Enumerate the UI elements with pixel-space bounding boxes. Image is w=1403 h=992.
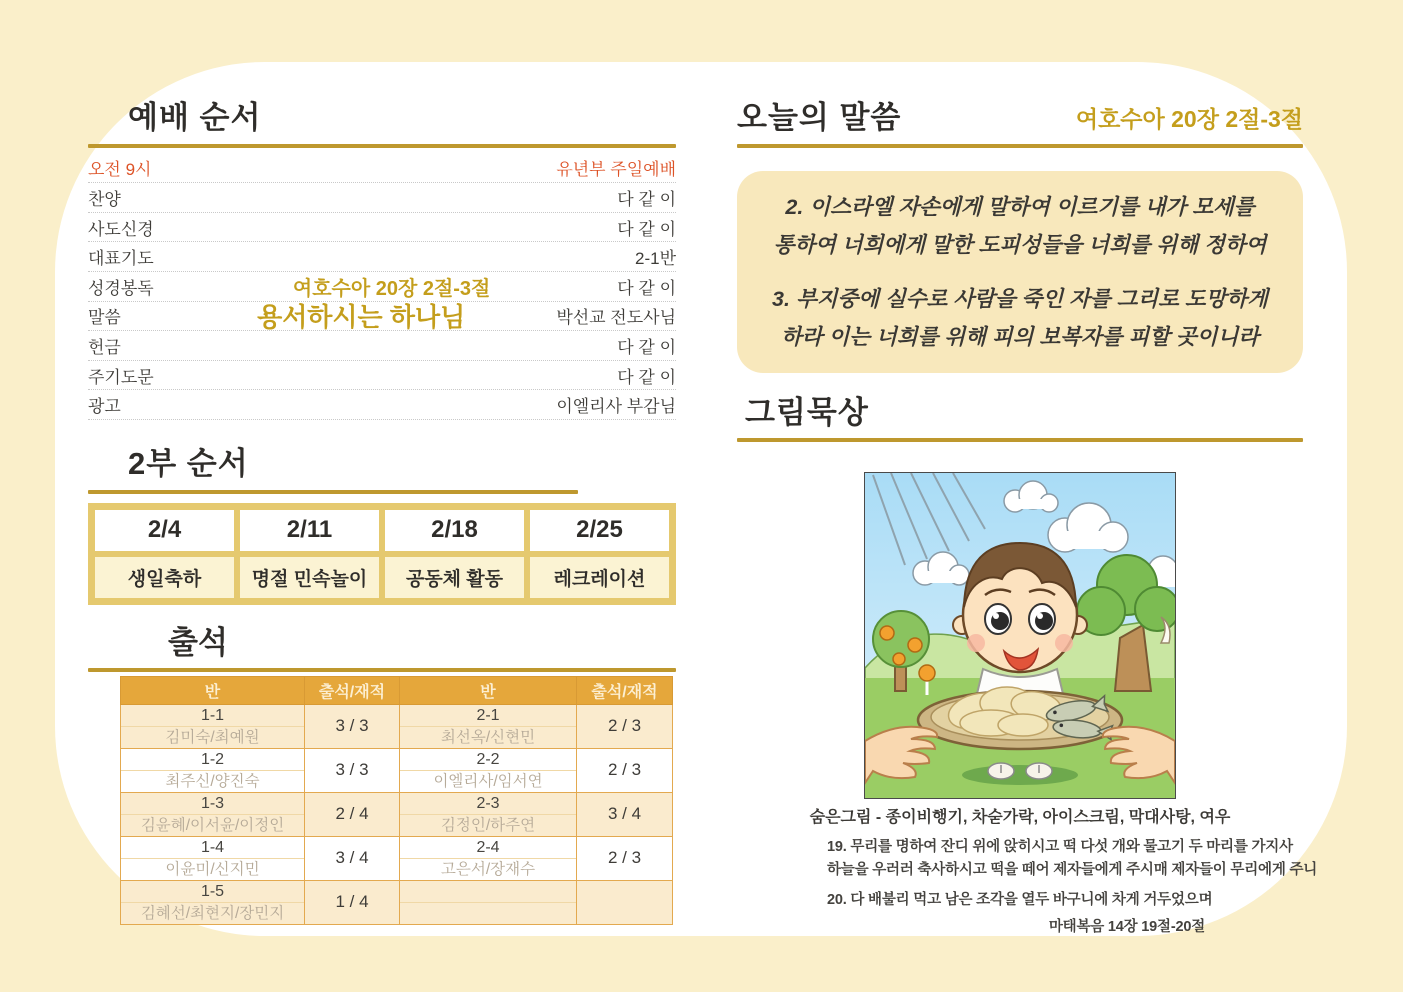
class-score: 2 / 4: [305, 792, 400, 836]
scripture-box: [737, 171, 1303, 373]
meditation-illustration: [864, 472, 1176, 799]
picture-meditation-rule: [737, 438, 1303, 442]
class-score: 3 / 4: [577, 792, 673, 836]
worship-title-rule: [88, 144, 676, 148]
attendance-header-row: [121, 676, 673, 704]
sermon-title: 용서하시는 하나님: [257, 302, 466, 333]
class-score: 3 / 3: [305, 704, 400, 748]
class-number: 1-3: [121, 793, 304, 815]
class-score: 3 / 3: [305, 748, 400, 792]
col-header-class: 반: [121, 676, 305, 704]
class-teachers: 고은서/장재수: [440, 860, 536, 878]
class-number: 2-3: [400, 793, 576, 815]
shadow: [962, 765, 1078, 785]
class-teachers: 김정인/하주연: [440, 816, 536, 834]
col-header-class: 반: [400, 676, 577, 704]
schedule-activity: 명절 민속놀이: [240, 557, 379, 598]
worship-order-list: [88, 154, 676, 420]
class-teachers: 이엘리사/임서연: [433, 772, 543, 790]
service-name: 유년부 주일예배: [556, 160, 676, 180]
todays-word-reference: 여호수아 20장 2절-3절: [1075, 105, 1303, 132]
class-score: 3 / 4: [305, 836, 400, 880]
schedule-activity: 공동체 활동: [385, 557, 524, 598]
verse-19-line2: 하늘을 우러러 축사하시고 떡을 떼어 제자들에게 주시매 제자들이 무리에게 주니: [827, 862, 1318, 879]
worship-row-praise: 찬양 다 같 이: [88, 183, 676, 213]
worship-header-row: [88, 154, 676, 184]
class-number: 2-4: [400, 837, 576, 859]
left-blush: [967, 634, 985, 652]
class-teachers: 김미숙/최예원: [165, 728, 260, 746]
attendance-row: [121, 836, 673, 880]
hidden-lollipop: [919, 665, 935, 681]
todays-word-rule: [737, 144, 1303, 148]
schedule-date: 2/4: [95, 510, 234, 551]
class-score: 2 / 3: [577, 748, 673, 792]
class-score: 2 / 3: [577, 836, 673, 880]
class-number: 1-1: [121, 705, 304, 727]
attendance-row: [121, 880, 673, 924]
attendance-table: [120, 676, 673, 925]
verse-2: 2. 이스라엘 자손에게 말하여 이르기를 내가 모세를 통하여 너희에게 말한 도피성들을 너희를 위해 정하여: [773, 194, 1267, 257]
left-column: [88, 100, 676, 925]
verse-3: 3. 부지중에 실수로 사람을 죽인 자를 그리로 도망하게 하라 이는 너희를 위해 피의 보복자를 피할 곳이니라: [772, 286, 1268, 349]
verse-19-line1: 19. 무리를 명하여 잔디 위에 앉히시고 떡 다섯 개와 물고기 두 마리를 가지사: [827, 839, 1293, 856]
class-number: 1-5: [121, 881, 304, 903]
attendance-row: [121, 792, 673, 836]
hidden-picture-caption: 숨은그림 - 종이비행기, 차숟가락, 아이스크림, 막대사탕, 여우: [809, 809, 1231, 827]
worship-row-sermon: 말씀 용서하시는 하나님 박선교 전도사님: [88, 302, 676, 332]
todays-word-header: [737, 100, 1303, 136]
worship-row-announcement: 광고 이엘리사 부감님: [88, 390, 676, 420]
worship-row-prayer: 대표기도 2-1반: [88, 242, 676, 272]
class-teachers: 김윤혜/이서윤/이정인: [140, 816, 285, 834]
class-teachers: 김혜선/최현지/장민지: [140, 904, 285, 922]
col-header-score: 출석/재적: [577, 676, 673, 704]
part2-title: 2부 순서: [128, 445, 249, 481]
worship-row-offering: 헌금 다 같 이: [88, 331, 676, 361]
schedule-activity: 생일축하: [95, 557, 234, 598]
matthew-reference: 마태복음 14장 19절-20절: [1048, 919, 1205, 936]
col-header-score: 출석/재적: [305, 676, 400, 704]
schedule-date: 2/18: [385, 510, 524, 551]
class-number: 1-2: [121, 749, 304, 771]
right-blush: [1055, 634, 1073, 652]
scripture-reference: 여호수아 20장 2절-3절: [292, 277, 491, 300]
attendance-row: [121, 748, 673, 792]
schedule-activity: 레크레이션: [530, 557, 669, 598]
schedule-date: 2/11: [240, 510, 379, 551]
schedule-date: 2/25: [530, 510, 669, 551]
part2-schedule-table: [88, 503, 676, 605]
right-column: [737, 100, 1318, 939]
picture-meditation-title: 그림묵상: [745, 394, 869, 430]
bottom-verses: [827, 836, 1318, 939]
class-teachers: 최선옥/신현민: [440, 728, 536, 746]
worship-order-title: 예배 순서: [128, 100, 262, 135]
class-score: 1 / 4: [305, 880, 400, 924]
worship-row-scripture: 성경봉독 여호수아 20장 2절-3절 다 같 이: [88, 272, 676, 302]
class-teachers: 최주신/양진숙: [165, 772, 260, 790]
class-number: [400, 881, 576, 903]
class-number: 1-4: [121, 837, 304, 859]
verse-20: 20. 다 배불리 먹고 남은 조각을 열두 바구니에 차게 거두었으며: [827, 892, 1213, 909]
class-score: 2 / 3: [577, 704, 673, 748]
class-teachers: 이윤미/신지민: [165, 860, 260, 878]
part2-title-rule: [88, 490, 578, 494]
worship-row-creed: 사도신경 다 같 이: [88, 213, 676, 243]
class-number: 2-1: [400, 705, 576, 727]
attendance-title: 출석: [168, 624, 228, 660]
service-time: 오전 9시: [88, 160, 152, 180]
class-teachers: [400, 903, 576, 924]
boy-with-loaves-and-fish-illustration: [865, 473, 1175, 798]
worship-row-lords-prayer: 주기도문 다 같 이: [88, 361, 676, 391]
class-number: 2-2: [400, 749, 576, 771]
class-score: [577, 880, 673, 924]
attendance-row: [121, 704, 673, 748]
attendance-title-rule: [88, 668, 676, 672]
todays-word-title: 오늘의 말씀: [737, 100, 902, 135]
